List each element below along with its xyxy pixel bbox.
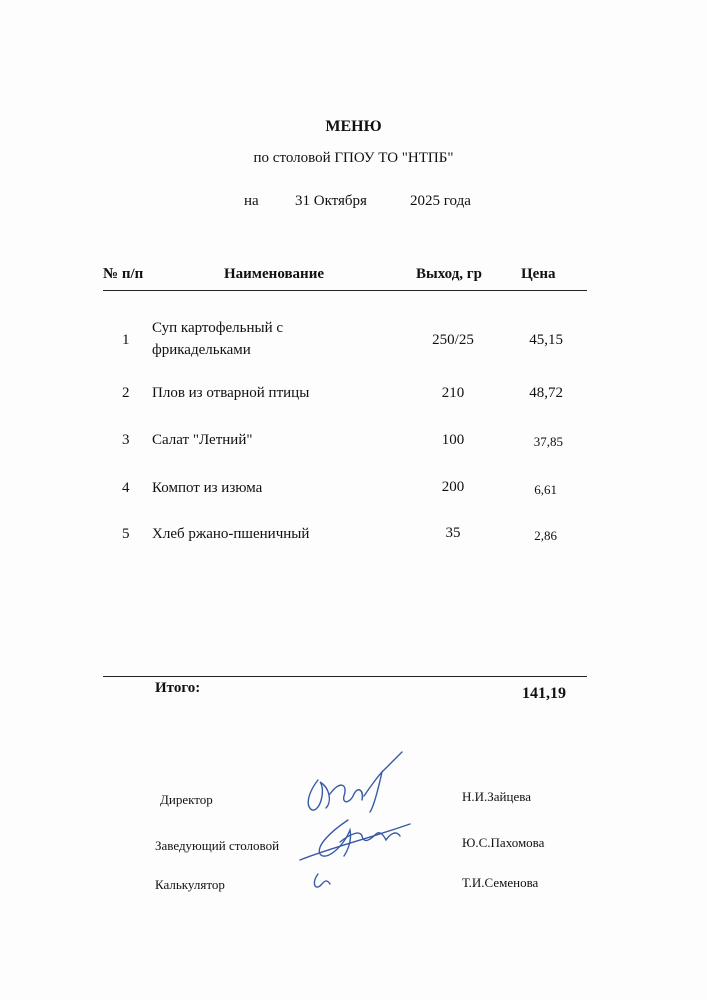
row-num: 4 xyxy=(122,480,130,496)
signature-stroke xyxy=(364,772,382,812)
row-num: 5 xyxy=(122,526,130,542)
signature-role-canteen-head: Заведующий столовой xyxy=(155,838,280,853)
row-name-cont: фрикадельками xyxy=(152,342,251,358)
row-yield: 35 xyxy=(445,525,461,541)
row-yield: 250/25 xyxy=(432,332,474,348)
signature-name-director: Н.И.Зайцева xyxy=(462,789,531,804)
page-title: МЕНЮ xyxy=(325,118,382,135)
row-name: Салат "Летний" xyxy=(152,432,253,448)
row-yield: 200 xyxy=(441,479,465,495)
col-header-name: Наименование xyxy=(224,266,324,282)
row-price: 6,61 xyxy=(534,482,557,497)
row-num: 1 xyxy=(122,332,130,348)
signature-name-calculator: Т.И.Семенова xyxy=(462,875,539,890)
total-divider xyxy=(103,676,587,677)
signature-stroke xyxy=(308,780,329,810)
header-divider xyxy=(103,290,587,291)
row-yield: 100 xyxy=(441,432,465,448)
row-price: 48,72 xyxy=(529,385,563,401)
col-header-yield: Выход, гр xyxy=(416,266,482,282)
signature-name-canteen-head: Ю.С.Пахомова xyxy=(462,835,545,850)
signature-stroke xyxy=(330,785,362,802)
page-subtitle: по столовой ГПОУ ТО "НТПБ" xyxy=(253,150,454,166)
col-header-num: № п/п xyxy=(103,266,144,282)
signature-stroke xyxy=(300,824,410,860)
row-price: 37,85 xyxy=(533,434,563,449)
signature-role-calculator: Калькулятор xyxy=(155,877,225,892)
date-day-month: 31 Октября xyxy=(295,193,367,209)
total-label: Итого: xyxy=(155,680,201,696)
row-num: 2 xyxy=(122,385,130,401)
row-name: Хлеб ржано-пшеничный xyxy=(152,526,310,542)
col-header-price: Цена xyxy=(521,266,556,282)
signature-stroke xyxy=(382,752,402,772)
total-value: 141,19 xyxy=(522,685,566,702)
row-yield: 210 xyxy=(441,385,465,401)
handwritten-signatures xyxy=(290,750,420,900)
row-name: Плов из отварной птицы xyxy=(152,385,310,401)
date-year: 2025 года xyxy=(410,193,471,209)
signature-stroke xyxy=(314,874,330,887)
row-name: Суп картофельный с xyxy=(152,320,284,336)
row-price: 2,86 xyxy=(534,528,557,543)
row-num: 3 xyxy=(122,432,130,448)
signature-role-director: Директор xyxy=(160,792,213,807)
date-prefix: на xyxy=(244,193,259,209)
row-price: 45,15 xyxy=(529,332,563,348)
row-name: Компот из изюма xyxy=(152,480,263,496)
